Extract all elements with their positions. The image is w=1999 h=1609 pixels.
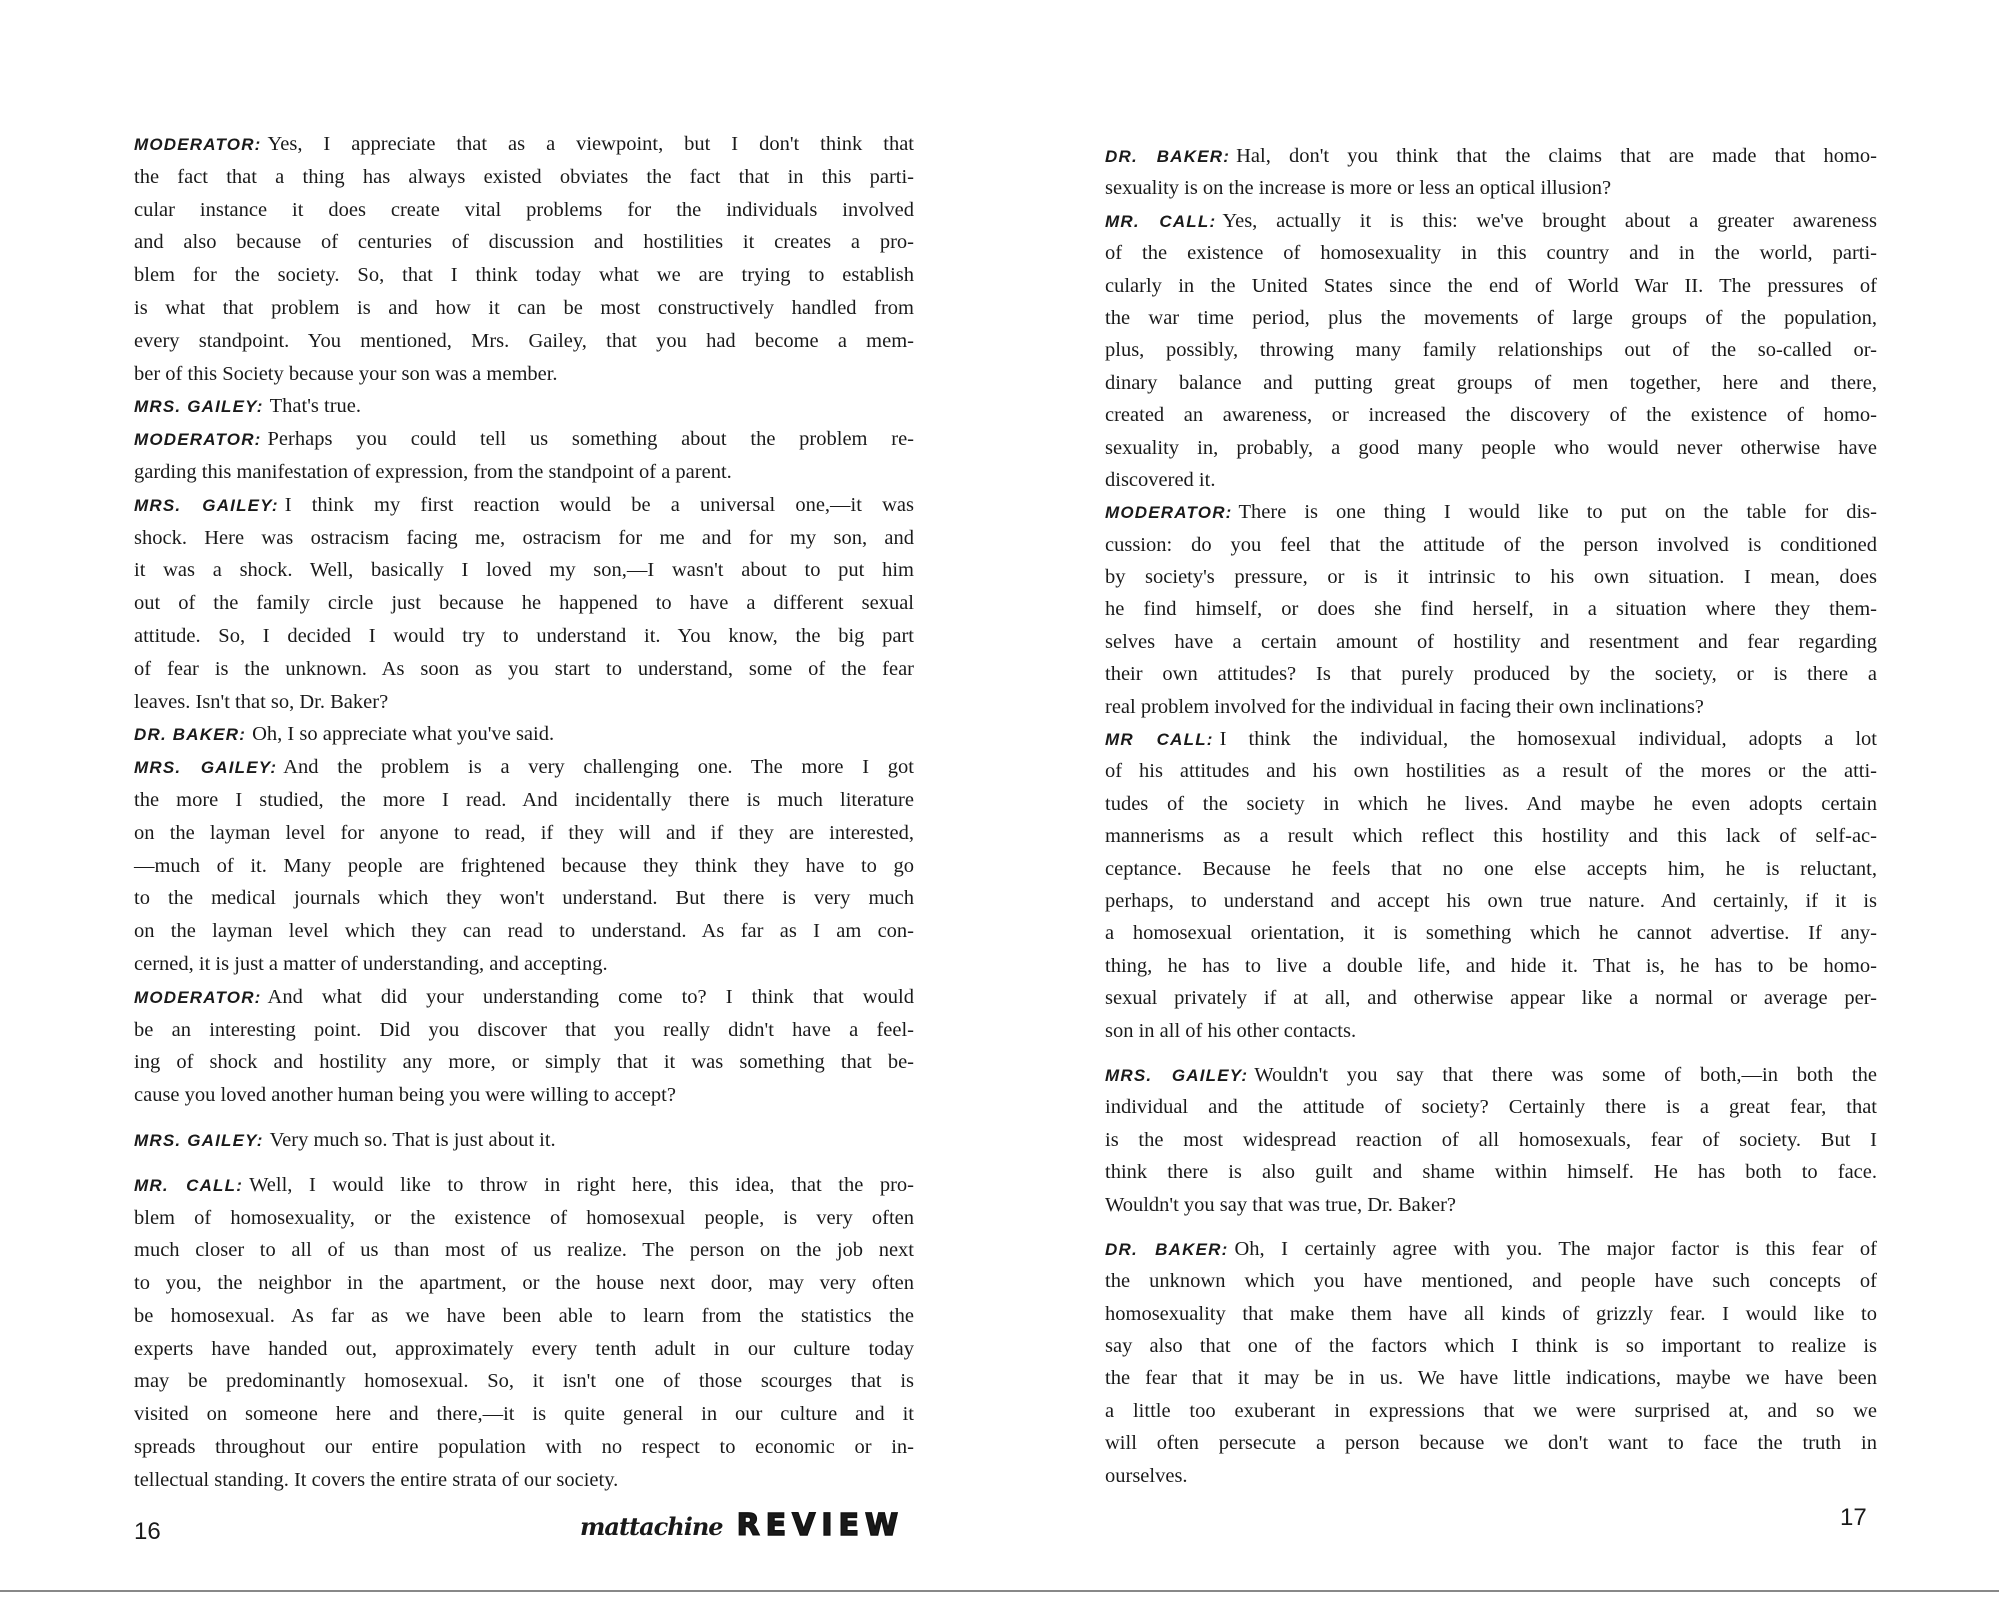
text-line <box>1105 561 1877 593</box>
line-text: selves have a certain amount of hostility and resentment and fear regarding <box>1105 630 1877 653</box>
speaker-label: MODERATOR: <box>134 135 262 154</box>
line-text: tellectual standing. It covers the entire strata of our society. <box>134 1468 619 1491</box>
text-line <box>134 522 914 555</box>
speaker-label: MODERATOR: <box>134 430 262 450</box>
line-text: perhaps, to understand and accept his own true nature. And certainly, if it is <box>1105 889 1877 912</box>
speaker-label: MODERATOR: <box>134 987 262 1007</box>
text-line <box>134 1398 914 1431</box>
text-line <box>134 1431 914 1464</box>
line-text: on the layman level which they can read to understand. As far as I am con- <box>134 920 914 943</box>
text-line <box>1105 1265 1877 1297</box>
speaker-label: MODERATOR: <box>1105 503 1233 523</box>
text-line <box>134 784 914 817</box>
text-line <box>1105 1330 1877 1362</box>
line-text: much closer to all of us than most of us realize. The person on the job next <box>134 1239 914 1262</box>
line-text: tudes of the society in which he lives. And maybe he even adopts certain <box>1105 792 1877 815</box>
text-line <box>134 194 914 227</box>
text-line <box>1105 302 1877 334</box>
line-text: of his attitudes and his own hostilities as a result of the mores or the atti- <box>1105 760 1877 783</box>
dialogue-paragraph <box>134 981 914 1112</box>
line-text: cularly in the United States since the end of World War II. The pressures of <box>1105 274 1877 297</box>
speaker-label: MRS. GAILEY: <box>134 1130 264 1150</box>
line-text: There is one thing I would like to put on the table for dis- <box>1238 501 1877 524</box>
line-text: cerned, it is just a matter of understanding, and accepting. <box>134 952 608 975</box>
text-line <box>134 456 914 489</box>
line-text: is what that problem is and how it can be most constructively handled from <box>134 296 914 319</box>
page-number-right: 17 <box>1840 1504 1867 1531</box>
line-text: visited on someone here and there,—it is quite general in our culture and it <box>134 1403 914 1426</box>
text-line <box>134 259 914 292</box>
text-line <box>134 817 914 850</box>
text-line <box>1105 1427 1877 1459</box>
text-line <box>1105 820 1877 852</box>
dialogue-paragraph <box>134 489 914 719</box>
text-line <box>1105 1124 1877 1156</box>
text-line <box>1105 755 1877 787</box>
line-text: to you, the neighbor in the apartment, or the house next door, may very often <box>134 1272 914 1295</box>
speaker-label: MRS. GAILEY: <box>134 758 278 778</box>
line-text: Yes, actually it is this: we've brought about a greater awareness <box>1222 209 1877 232</box>
text-line <box>134 128 914 161</box>
line-text: on the layman level for anyone to read, if they will and if they are interested, <box>134 821 914 844</box>
line-text: their own attitudes? Is that purely produced by the society, or is there a <box>1105 663 1877 686</box>
speaker-label: MR. CALL: <box>134 1175 244 1195</box>
text-line <box>134 620 914 653</box>
line-text: ing of shock and hostility any more, or simply that it was something that be- <box>134 1051 914 1074</box>
dialogue-paragraph <box>134 423 914 489</box>
right-page-column <box>1105 140 1877 1492</box>
speaker-label: MRS. GAILEY: <box>134 495 279 515</box>
line-text: be homosexual. As far as we have been able to learn from the statistics the <box>134 1304 914 1327</box>
dialogue-paragraph <box>1105 1233 1877 1492</box>
dialogue-paragraph <box>1105 1059 1877 1221</box>
line-text: Wouldn't you say that there was some of both,—in both the <box>1254 1063 1877 1086</box>
text-line <box>134 1124 914 1157</box>
dialogue-paragraph <box>134 751 914 981</box>
text-line <box>1105 626 1877 658</box>
line-text: Yes, I appreciate that as a viewpoint, but I don't think that <box>267 133 914 155</box>
text-line <box>134 1333 914 1366</box>
line-text: a homosexual orientation, it is something which he cannot advertise. If any- <box>1105 922 1877 945</box>
dialogue-paragraph <box>134 1169 914 1497</box>
text-line <box>1105 1460 1877 1492</box>
line-text: cause you loved another human being you were willing to accept? <box>134 1084 676 1107</box>
dialogue-paragraph <box>134 128 914 390</box>
line-text: sexuality is on the increase is more or less an optical illusion? <box>1105 177 1612 200</box>
text-line <box>1105 853 1877 885</box>
dialogue-paragraph <box>134 1124 914 1157</box>
text-line <box>1105 140 1877 172</box>
text-line <box>1105 464 1877 496</box>
text-line <box>134 1267 914 1300</box>
text-line <box>134 1014 914 1047</box>
text-line <box>1105 691 1877 723</box>
text-line <box>134 1300 914 1333</box>
line-text: Well, I would like to throw in right here, this idea, that the pro- <box>249 1173 914 1196</box>
text-line <box>134 1464 914 1497</box>
text-line <box>134 489 914 522</box>
line-text: Very much so. That is just about it. <box>269 1128 556 1151</box>
line-text: Perhaps you could tell us something about the problem re- <box>267 428 914 451</box>
text-line <box>134 981 914 1014</box>
line-text: he find himself, or does she find herself, in a situation where they them- <box>1105 598 1877 621</box>
text-line <box>134 653 914 686</box>
line-text: created an awareness, or increased the discovery of the existence of homo- <box>1105 404 1877 427</box>
line-text: by society's pressure, or is it intrinsic to his own situation. I mean, does <box>1105 566 1877 589</box>
page-number-left: 16 <box>134 1518 161 1545</box>
line-text: sexuality in, probably, a good many people who would never otherwise have <box>1105 436 1877 459</box>
line-text: ber of this Society because your son was a member. <box>134 362 558 385</box>
text-line <box>134 390 914 423</box>
text-line <box>1105 172 1877 204</box>
line-text: I think the individual, the homosexual individual, adopts a lot <box>1219 728 1877 751</box>
line-text: ceptance. Because he feels that no one else accepts him, he is reluctant, <box>1105 857 1877 880</box>
line-text: —much of it. Many people are frightened because they think they have to go <box>134 854 914 877</box>
dialogue-paragraph <box>1105 723 1877 1047</box>
logo-review-text: REVIEW <box>736 1508 905 1543</box>
line-text: the fact that a thing has always existed obviates the fact that in this parti- <box>134 165 914 188</box>
line-text: blem of homosexuality, or the existence of homosexual people, is very often <box>134 1206 914 1229</box>
line-text: leaves. Isn't that so, Dr. Baker? <box>134 690 389 713</box>
line-text: And what did your understanding come to? I think that would <box>267 985 914 1008</box>
text-line <box>1105 1298 1877 1330</box>
text-line <box>134 358 914 391</box>
magazine-logo <box>580 1508 904 1543</box>
speaker-label: MR. CALL: <box>1105 211 1217 231</box>
logo-script-text: mattachine <box>580 1512 723 1541</box>
text-line <box>1105 982 1877 1014</box>
text-line <box>1105 496 1877 528</box>
dialogue-paragraph <box>1105 140 1877 205</box>
line-text: Oh, I certainly agree with you. The major factor is this fear of <box>1234 1237 1877 1260</box>
line-text: be an interesting point. Did you discover that you really didn't have a feel- <box>134 1018 914 1041</box>
text-line <box>134 325 914 358</box>
line-text: and also because of centuries of discussion and hostilities it creates a pro- <box>134 231 914 254</box>
text-line <box>134 751 914 784</box>
text-line <box>1105 270 1877 302</box>
text-line <box>1105 1091 1877 1123</box>
line-text: out of the family circle just because he happened to have a different sexual <box>134 592 914 615</box>
line-text: to the medical journals which they won't understand. But there is very much <box>134 887 914 910</box>
text-line <box>1105 367 1877 399</box>
text-line <box>134 882 914 915</box>
line-text: garding this manifestation of expression, from the standpoint of a parent. <box>134 460 732 483</box>
line-text: cular instance it does create vital problems for the individuals involved <box>134 198 914 221</box>
line-text: Oh, I so appreciate what you've said. <box>252 723 555 746</box>
text-line <box>1105 432 1877 464</box>
text-line <box>1105 593 1877 625</box>
line-text: attitude. So, I decided I would try to understand it. You know, the big part <box>134 624 914 647</box>
text-line <box>134 1169 914 1202</box>
text-line <box>134 1234 914 1267</box>
text-line <box>134 686 914 719</box>
speaker-label: DR. BAKER: <box>134 725 247 745</box>
speaker-label: DR. BAKER: <box>1105 1239 1229 1259</box>
line-text: is the most widespread reaction of all homosexuals, fear of society. But I <box>1105 1128 1877 1151</box>
line-text: spreads throughout our entire population with no respect to economic or in- <box>134 1436 914 1459</box>
text-line <box>1105 399 1877 431</box>
line-text: thing, he has to live a double life, and hide it. That is, he has to be homo- <box>1105 954 1877 977</box>
line-text: every standpoint. You mentioned, Mrs. Gailey, that you had become a mem- <box>134 329 914 352</box>
line-text: experts have handed out, approximately every tenth adult in our culture today <box>134 1337 914 1360</box>
text-line <box>1105 1156 1877 1188</box>
line-text: will often persecute a person because we don't want to face the truth in <box>1105 1432 1877 1455</box>
text-line <box>134 948 914 981</box>
text-line <box>134 587 914 620</box>
text-line <box>1105 334 1877 366</box>
dialogue-paragraph <box>1105 205 1877 497</box>
text-line <box>134 292 914 325</box>
line-text: Wouldn't you say that was true, Dr. Baker? <box>1105 1193 1457 1216</box>
text-line <box>1105 885 1877 917</box>
line-text: discovered it. <box>1105 468 1216 491</box>
text-line <box>1105 1189 1877 1221</box>
text-line <box>1105 1395 1877 1427</box>
text-line <box>134 718 914 751</box>
line-text: blem for the society. So, that I think today what we are trying to establish <box>134 264 914 287</box>
text-line <box>1105 1233 1877 1265</box>
text-line <box>134 1046 914 1079</box>
text-line <box>134 1079 914 1112</box>
line-text: And the problem is a very challenging one. The more I got <box>283 756 914 779</box>
text-line <box>1105 237 1877 269</box>
dialogue-paragraph <box>1105 496 1877 723</box>
line-text: a little too exuberant in expressions that we were surprised at, and so we <box>1105 1399 1877 1422</box>
speaker-label: MR CALL: <box>1105 730 1214 750</box>
line-text: the unknown which you have mentioned, and people have such concepts of <box>1105 1270 1877 1293</box>
line-text: real problem involved for the individual in facing their own inclinations? <box>1105 695 1704 718</box>
text-line <box>134 915 914 948</box>
line-text: the more I studied, the more I read. And incidentally there is much literature <box>134 788 914 811</box>
text-line <box>1105 917 1877 949</box>
scan-edge-divider <box>0 1590 1999 1592</box>
text-line <box>134 1365 914 1398</box>
speaker-label: MRS. GAILEY: <box>134 397 264 417</box>
text-line <box>134 226 914 259</box>
line-text: shock. Here was ostracism facing me, ostracism for me and for my son, and <box>134 526 914 549</box>
line-text: may be predominantly homosexual. So, it isn't one of those scourges that is <box>134 1370 914 1393</box>
line-text: say also that one of the factors which I think is so important to realize is <box>1105 1335 1877 1358</box>
line-text: the war time period, plus the movements of large groups of the population, <box>1105 306 1877 329</box>
line-text: homosexuality that make them have all kinds of grizzly fear. I would like to <box>1105 1302 1877 1325</box>
line-text: I think my first reaction would be a universal one,—it was <box>284 493 914 516</box>
text-line <box>1105 205 1877 237</box>
text-line <box>134 554 914 587</box>
line-text: of fear is the unknown. As soon as you start to understand, some of the fear <box>134 657 914 680</box>
line-text: mannerisms as a result which reflect this hostility and this lack of self-ac- <box>1105 825 1877 848</box>
text-line <box>1105 788 1877 820</box>
line-text: think there is also guilt and shame within himself. He has both to face. <box>1105 1161 1877 1184</box>
text-line <box>134 161 914 194</box>
dialogue-paragraph <box>134 390 914 423</box>
text-line <box>1105 1362 1877 1394</box>
text-line <box>1105 529 1877 561</box>
text-line <box>1105 658 1877 690</box>
left-page-column <box>134 128 914 1497</box>
line-text: individual and the attitude of society? Certainly there is a great fear, that <box>1105 1096 1877 1119</box>
line-text: the fear that it may be in us. We have little indications, maybe we have been <box>1105 1367 1877 1390</box>
text-line <box>1105 1059 1877 1091</box>
line-text: it was a shock. Well, basically I loved my son,—I wasn't about to put him <box>134 559 914 582</box>
speaker-label: MRS. GAILEY: <box>1105 1065 1249 1085</box>
line-text: dinary balance and putting great groups of men together, here and there, <box>1105 371 1877 394</box>
line-text: son in all of his other contacts. <box>1105 1019 1357 1042</box>
text-line <box>134 1202 914 1235</box>
line-text: ourselves. <box>1105 1464 1188 1487</box>
line-text: cussion: do you feel that the attitude of the person involved is conditioned <box>1105 533 1877 556</box>
line-text: That's true. <box>269 395 361 418</box>
line-text: of the existence of homosexuality in this country and in the world, parti- <box>1105 242 1877 265</box>
text-line <box>134 850 914 883</box>
line-text: plus, possibly, throwing many family relationships out of the so-called or- <box>1105 339 1877 362</box>
text-line <box>1105 950 1877 982</box>
text-line <box>1105 1015 1877 1047</box>
text-line <box>1105 723 1877 755</box>
speaker-label: DR. BAKER: <box>1105 147 1231 166</box>
line-text: sexual privately if at all, and otherwise appear like a normal or average per- <box>1105 987 1877 1010</box>
line-text: Hal, don't you think that the claims that are made that homo- <box>1236 145 1877 167</box>
dialogue-paragraph <box>134 718 914 751</box>
text-line <box>134 423 914 456</box>
